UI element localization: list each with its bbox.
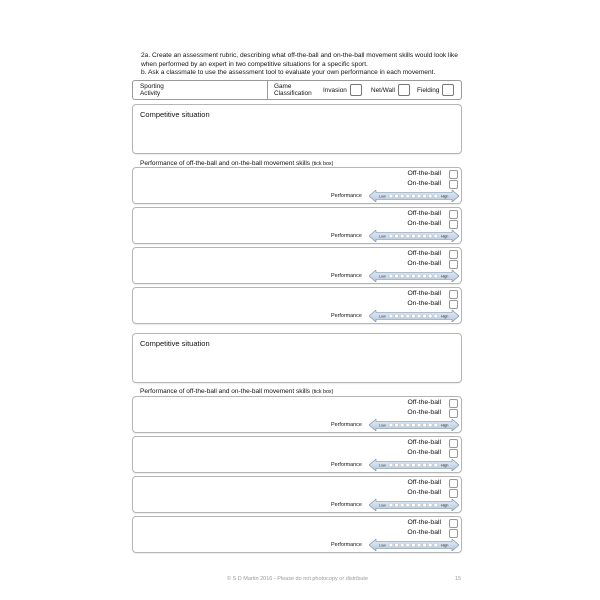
- high-label: High: [441, 503, 449, 508]
- scale-point[interactable]: [400, 234, 404, 238]
- scale-point[interactable]: [406, 503, 410, 507]
- scale-point[interactable]: [406, 463, 410, 467]
- performance-label: Performance: [331, 313, 362, 319]
- scale-point[interactable]: [389, 274, 393, 278]
- scale-point[interactable]: [395, 274, 399, 278]
- option-invasion[interactable]: Invasion: [323, 84, 362, 96]
- off-the-ball-checkbox[interactable]: [449, 170, 458, 179]
- performance-label: Performance: [331, 422, 362, 428]
- scale-point[interactable]: [423, 234, 427, 238]
- skill-assessment-box[interactable]: [132, 516, 462, 553]
- off-the-ball-label: Off-the-ball: [407, 479, 441, 486]
- high-label: High: [441, 234, 449, 239]
- on-the-ball-checkbox[interactable]: [449, 300, 458, 309]
- scale-point[interactable]: [406, 314, 410, 318]
- scale-point[interactable]: [400, 274, 404, 278]
- scale-point[interactable]: [400, 463, 404, 467]
- low-label: Low: [379, 543, 386, 548]
- scale-point[interactable]: [389, 463, 393, 467]
- off-the-ball-label: Off-the-ball: [407, 399, 441, 406]
- scale-point[interactable]: [417, 423, 421, 427]
- fielding-checkbox[interactable]: [442, 84, 454, 96]
- scale-point[interactable]: [434, 503, 438, 507]
- low-label: Low: [379, 234, 386, 239]
- scale-point[interactable]: [428, 234, 432, 238]
- scale-point[interactable]: [428, 274, 432, 278]
- scale-point[interactable]: [395, 423, 399, 427]
- performance-label: Performance: [331, 542, 362, 548]
- scale-point[interactable]: [428, 463, 432, 467]
- scale-point[interactable]: [406, 234, 410, 238]
- on-the-ball-label: On-the-ball: [407, 449, 441, 456]
- scale-point[interactable]: [389, 543, 393, 547]
- on-the-ball-checkbox[interactable]: [449, 489, 458, 498]
- instruction-a: 2a. Create an assessment rubric, describing what off-the-ball and on-the-ball movement skills would look like when performed by an expert in two competitive situations for a specific sport.: [141, 52, 458, 68]
- skill-assessment-box[interactable]: [132, 207, 462, 244]
- off-the-ball-checkbox[interactable]: [449, 519, 458, 528]
- on-the-ball-checkbox[interactable]: [449, 409, 458, 418]
- high-label: High: [441, 314, 449, 319]
- off-the-ball-checkbox[interactable]: [449, 399, 458, 408]
- off-the-ball-label: Off-the-ball: [407, 439, 441, 446]
- scale-point[interactable]: [411, 274, 415, 278]
- performance-scale-arrow: [369, 419, 459, 431]
- competitive-situation-box[interactable]: [132, 104, 462, 154]
- scale-point[interactable]: [395, 314, 399, 318]
- scale-point[interactable]: [400, 503, 404, 507]
- scale-point[interactable]: [400, 194, 404, 198]
- scale-point[interactable]: [395, 543, 399, 547]
- scale-point[interactable]: [400, 314, 404, 318]
- scale-point[interactable]: [389, 194, 393, 198]
- scale-point[interactable]: [389, 503, 393, 507]
- high-label: High: [441, 274, 449, 279]
- performance-title: Performance of off-the-ball and on-the-ball movement skills (tick box): [140, 160, 334, 167]
- off-the-ball-label: Off-the-ball: [407, 170, 441, 177]
- scale-point[interactable]: [411, 463, 415, 467]
- performance-scale-arrow: [369, 270, 459, 282]
- performance-scale-arrow: [369, 459, 459, 471]
- scale-point[interactable]: [389, 423, 393, 427]
- game-classification-label: Game Classification: [274, 83, 312, 98]
- scale-point[interactable]: [395, 194, 399, 198]
- on-the-ball-checkbox[interactable]: [449, 180, 458, 189]
- on-the-ball-label: On-the-ball: [407, 529, 441, 536]
- scale-point[interactable]: [395, 503, 399, 507]
- scale-point[interactable]: [434, 194, 438, 198]
- sporting-activity-label: Sporting Activity: [140, 83, 164, 98]
- scale-point[interactable]: [423, 194, 427, 198]
- on-the-ball-checkbox[interactable]: [449, 260, 458, 269]
- on-the-ball-label: On-the-ball: [407, 260, 441, 267]
- instruction-b: b. Ask a classmate to use the assessment tool to evaluate your own performance in each movement.: [141, 69, 436, 77]
- scale-point[interactable]: [417, 314, 421, 318]
- scale-point[interactable]: [417, 503, 421, 507]
- option-fielding[interactable]: Fielding: [417, 84, 454, 96]
- skill-assessment-box[interactable]: [132, 436, 462, 473]
- low-label: Low: [379, 314, 386, 319]
- low-label: Low: [379, 463, 386, 468]
- skill-assessment-box[interactable]: [132, 476, 462, 513]
- skill-assessment-box[interactable]: [132, 287, 462, 324]
- high-label: High: [441, 463, 449, 468]
- scale-point[interactable]: [417, 463, 421, 467]
- competitive-situation-label: Competitive situation: [140, 339, 210, 348]
- scale-point[interactable]: [417, 194, 421, 198]
- off-the-ball-checkbox[interactable]: [449, 479, 458, 488]
- scale-point[interactable]: [411, 423, 415, 427]
- scale-point[interactable]: [411, 314, 415, 318]
- on-the-ball-label: On-the-ball: [407, 220, 441, 227]
- off-the-ball-label: Off-the-ball: [407, 290, 441, 297]
- off-the-ball-label: Off-the-ball: [407, 250, 441, 257]
- low-label: Low: [379, 274, 386, 279]
- performance-scale-arrow: [369, 499, 459, 511]
- scale-point[interactable]: [434, 543, 438, 547]
- on-the-ball-label: On-the-ball: [407, 180, 441, 187]
- performance-label: Performance: [331, 273, 362, 279]
- on-the-ball-checkbox[interactable]: [449, 449, 458, 458]
- off-the-ball-label: Off-the-ball: [407, 519, 441, 526]
- scale-point[interactable]: [400, 423, 404, 427]
- high-label: High: [441, 543, 449, 548]
- performance-title: Performance of off-the-ball and on-the-ball movement skills (tick box): [140, 388, 334, 395]
- scale-point[interactable]: [434, 234, 438, 238]
- scale-point[interactable]: [411, 234, 415, 238]
- skill-assessment-box[interactable]: [132, 396, 462, 433]
- scale-point[interactable]: [423, 423, 427, 427]
- scale-point[interactable]: [434, 463, 438, 467]
- performance-label: Performance: [331, 502, 362, 508]
- skill-assessment-box[interactable]: [132, 167, 462, 204]
- scale-point[interactable]: [423, 463, 427, 467]
- scale-point[interactable]: [428, 423, 432, 427]
- off-the-ball-checkbox[interactable]: [449, 290, 458, 299]
- on-the-ball-label: On-the-ball: [407, 489, 441, 496]
- off-the-ball-checkbox[interactable]: [449, 439, 458, 448]
- scale-point[interactable]: [434, 314, 438, 318]
- scale-point[interactable]: [423, 543, 427, 547]
- performance-scale-arrow: [369, 539, 459, 551]
- competitive-situation-label: Competitive situation: [140, 110, 210, 119]
- page-number: 15: [455, 576, 462, 582]
- off-the-ball-label: Off-the-ball: [407, 210, 441, 217]
- scale-point[interactable]: [395, 463, 399, 467]
- invasion-checkbox[interactable]: [350, 84, 362, 96]
- performance-label: Performance: [331, 462, 362, 468]
- low-label: Low: [379, 423, 386, 428]
- scale-point[interactable]: [428, 503, 432, 507]
- scale-point[interactable]: [417, 234, 421, 238]
- net-wall-checkbox[interactable]: [398, 84, 410, 96]
- scale-point[interactable]: [389, 314, 393, 318]
- scale-point[interactable]: [406, 274, 410, 278]
- scale-point[interactable]: [428, 543, 432, 547]
- performance-scale-arrow: [369, 230, 459, 242]
- scale-point[interactable]: [423, 503, 427, 507]
- performance-scale-arrow: [369, 190, 459, 202]
- option-net-wall[interactable]: Net/Wall: [371, 84, 410, 96]
- low-label: Low: [379, 503, 386, 508]
- performance-scale-arrow: [369, 310, 459, 322]
- competitive-situation-box[interactable]: [132, 333, 462, 383]
- header-row: [132, 80, 462, 100]
- scale-point[interactable]: [423, 314, 427, 318]
- on-the-ball-label: On-the-ball: [407, 300, 441, 307]
- scale-point[interactable]: [428, 194, 432, 198]
- scale-point[interactable]: [411, 543, 415, 547]
- on-the-ball-checkbox[interactable]: [449, 529, 458, 538]
- scale-point[interactable]: [406, 543, 410, 547]
- scale-point[interactable]: [417, 274, 421, 278]
- scale-point[interactable]: [434, 274, 438, 278]
- scale-point[interactable]: [411, 503, 415, 507]
- scale-point[interactable]: [395, 234, 399, 238]
- scale-point[interactable]: [406, 423, 410, 427]
- performance-label: Performance: [331, 233, 362, 239]
- off-the-ball-checkbox[interactable]: [449, 250, 458, 259]
- copyright: © S D Martin 2016 - Please do not photocopy or distribute: [227, 576, 369, 582]
- scale-point[interactable]: [417, 543, 421, 547]
- low-label: Low: [379, 194, 386, 199]
- off-the-ball-checkbox[interactable]: [449, 210, 458, 219]
- scale-point[interactable]: [434, 423, 438, 427]
- scale-point[interactable]: [400, 543, 404, 547]
- instructions: [141, 52, 466, 78]
- high-label: High: [441, 423, 449, 428]
- skill-assessment-box[interactable]: [132, 247, 462, 284]
- high-label: High: [441, 194, 449, 199]
- performance-label: Performance: [331, 193, 362, 199]
- scale-point[interactable]: [423, 274, 427, 278]
- scale-point[interactable]: [411, 194, 415, 198]
- scale-point[interactable]: [406, 194, 410, 198]
- scale-point[interactable]: [428, 314, 432, 318]
- on-the-ball-checkbox[interactable]: [449, 220, 458, 229]
- on-the-ball-label: On-the-ball: [407, 409, 441, 416]
- scale-point[interactable]: [389, 234, 393, 238]
